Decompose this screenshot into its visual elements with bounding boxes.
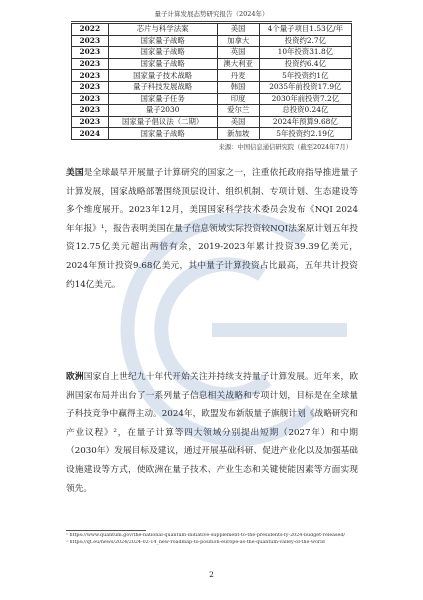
cell-year: 2023 xyxy=(72,105,109,117)
cell-policy: 国家量子战略 xyxy=(108,58,217,70)
footnote-1: ¹ https://www.quantum.gov/the-national-quantum-initiative-supplement-to-the-presidents-fy-2024-budget-released/ xyxy=(66,533,346,538)
cell-amount: 总投资0.24亿 xyxy=(259,105,351,117)
cell-country: 韩国 xyxy=(217,81,259,93)
cell-country: 英国 xyxy=(217,47,259,59)
paragraph-europe xyxy=(66,368,358,498)
table-row xyxy=(72,24,352,36)
cell-amount: 2035年前投资17.9亿 xyxy=(259,81,351,93)
paragraph-us xyxy=(66,164,358,294)
cell-year: 2023 xyxy=(72,35,109,47)
policy-table xyxy=(71,23,352,140)
cell-country: 爱尔兰 xyxy=(217,105,259,117)
cell-country: 澳大利亚 xyxy=(217,58,259,70)
running-header: 量子计算发展态势研究报告（2024年） xyxy=(154,10,269,18)
cell-policy: 量子科技发展战略 xyxy=(108,81,217,93)
table-row xyxy=(72,128,352,140)
cell-amount: 投资约2.7亿 xyxy=(259,35,351,47)
table-row xyxy=(72,35,352,47)
table-row xyxy=(72,105,352,117)
cell-policy: 国家量子战略 xyxy=(108,35,217,47)
cell-year: 2023 xyxy=(72,116,109,128)
cell-year: 2024 xyxy=(72,128,109,140)
paragraph-us-text: 是全球最早开展量子计算研究的国家之一，注重依托政府指导推进量子计算发展，国家战略部署围绕顶层设计、组织机制、专项计划、生态建设等多个维度展开。2023年12月，美国国家科学技术委员会发布《NQI 2024年年报》¹，报告表明美国在量子信息领域实际投资较NQI法案原计划五年投资12.75亿美元超出两倍有余，2019-2023年累计投资39.39亿美元，2024年预计投资9.68亿美元，其中量子计算投资占比最高，五年共计投资约14亿美元。 xyxy=(66,168,359,290)
table-row xyxy=(72,93,352,105)
cell-policy: 国家量子倡议法（二期） xyxy=(108,116,217,128)
header-rule xyxy=(71,21,352,22)
cell-country: 新加坡 xyxy=(217,128,259,140)
table-row xyxy=(72,58,352,70)
paragraph-europe-text: 国家自上世纪九十年代开始关注并持续支持量子计算发展。近年来，欧洲国家布局并出台了一系列量子信息相关战略和专项计划，目标是在全球量子科技竞争中赢得主动。2024年，欧盟发布新版量子旗舰计划《战略研究和产业议程》²，在量子计算等四大领域分别提出短期（2027年）和中期（2030年）发展目标及建议，通过开展基础科研、促进产业化以及加强基础设施建设等方式，使欧洲在量子技术、产业生态和关键使能因素等方面实现领先。 xyxy=(66,372,359,494)
cell-country: 美国 xyxy=(217,24,259,36)
cell-policy: 国家量子任务 xyxy=(108,93,217,105)
cell-country: 美国 xyxy=(217,116,259,128)
table-row xyxy=(72,81,352,93)
cell-amount: 2024年预算9.68亿 xyxy=(259,116,351,128)
paragraph-us-lead: 美国 xyxy=(66,168,84,178)
cell-amount: 2030年前投资7.2亿 xyxy=(259,93,351,105)
cell-policy: 芯片与科学法案 xyxy=(108,24,217,36)
cell-policy: 国家量子战略 xyxy=(108,47,217,59)
table-row xyxy=(72,47,352,59)
page-number: 2 xyxy=(209,570,214,579)
paragraph-europe-lead: 欧洲 xyxy=(66,372,84,382)
cell-amount: 5年投资约1亿 xyxy=(259,70,351,82)
table-row xyxy=(72,116,352,128)
cell-year: 2023 xyxy=(72,47,109,59)
cell-policy: 国家量子技术战略 xyxy=(108,70,217,82)
cell-policy: 量子2030 xyxy=(108,105,217,117)
policy-table-body xyxy=(72,24,352,140)
cell-year: 2023 xyxy=(72,81,109,93)
cell-amount: 5年投资约2.19亿 xyxy=(259,128,351,140)
table-source: 来源：中国信息通信研究院（截至2024年7月） xyxy=(218,144,352,151)
cell-amount: 4个量子项目1.53亿/年 xyxy=(259,24,351,36)
cell-year: 2023 xyxy=(72,93,109,105)
cell-policy: 国家量子战略 xyxy=(108,128,217,140)
cell-country: 丹麦 xyxy=(217,70,259,82)
cell-year: 2022 xyxy=(72,24,109,36)
cell-year: 2023 xyxy=(72,58,109,70)
footnote-2: ² https://qt.eu/news/2024/2024-02-14_new-roadmap-to-position-europe-as-the-quantum-valley-of-the-world xyxy=(66,540,325,545)
cell-country: 加拿大 xyxy=(217,35,259,47)
cell-amount: 10年投资31.8亿 xyxy=(259,47,351,59)
cell-country: 印度 xyxy=(217,93,259,105)
cell-year: 2023 xyxy=(72,70,109,82)
table-row xyxy=(72,70,352,82)
cell-amount: 投资约6.4亿 xyxy=(259,58,351,70)
footnote-rule xyxy=(66,530,146,531)
